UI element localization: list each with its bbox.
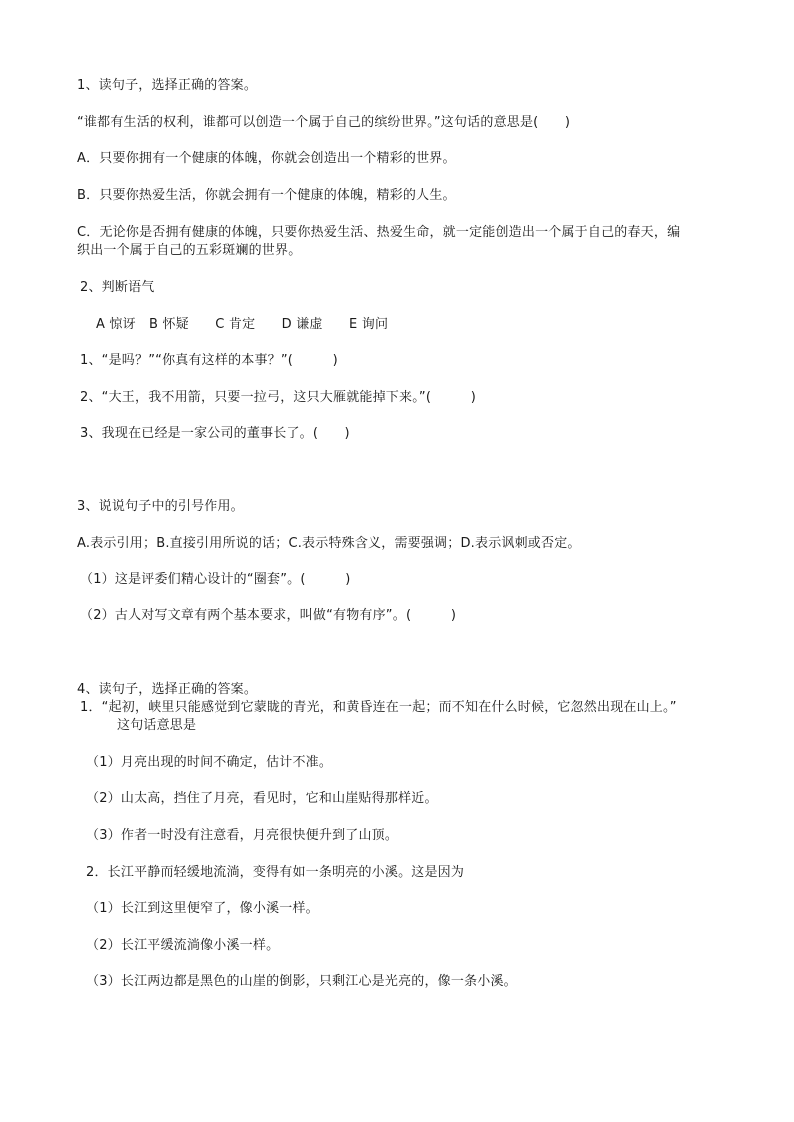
q3-item-1: （1）这是评委们精心设计的“圈套”。( ) — [80, 572, 351, 587]
q4-sub2-option-1: （1）长江到这里便窄了，像小溪一样。 — [86, 901, 319, 916]
q4-sub1-stem: 1．“起初，峡里只能感觉到它蒙眬的青光，和黄昏连在一起；而不知在什么时候，它忽然出现在山上。” — [80, 700, 677, 715]
q4-sub1-option-3: （3）作者一时没有注意看，月亮很快便升到了山顶。 — [86, 828, 399, 843]
q2-item-2: 2、“大王，我不用箭，只要一拉弓，这只大雁就能掉下来。”( ) — [80, 390, 476, 405]
q1-title: 1、读句子，选择正确的答案。 — [77, 78, 258, 93]
q4-sub1-option-2: （2）山太高，挡住了月亮，看见时，它和山崖贴得那样近。 — [86, 791, 438, 806]
q3-title: 3、说说句子中的引号作用。 — [77, 499, 244, 514]
q4-sub1-option-1: （1）月亮出现的时间不确定，估计不准。 — [86, 755, 333, 770]
q3-options: A.表示引用；B.直接引用所说的话；C.表示特殊含义，需要强调；D.表示讽刺或否定。 — [77, 536, 581, 551]
q2-title: 2、判断语气 — [80, 280, 155, 295]
q4-sub2-option-3: （3）长江两边都是黑色的山崖的倒影，只剩江心是光亮的，像一条小溪。 — [86, 974, 517, 989]
q1-option-c-line1: C．无论你是否拥有健康的体魄，只要你热爱生活、热爱生命，就一定能创造出一个属于自己的春天，编 — [77, 225, 681, 240]
q2-item-3: 3、我现在已经是一家公司的董事长了。( ) — [80, 426, 350, 441]
q1-stem: “谁都有生活的权利，谁都可以创造一个属于自己的缤纷世界。”这句话的意思是( ) — [77, 115, 571, 130]
q1-option-a: A．只要你拥有一个健康的体魄，你就会创造出一个精彩的世界。 — [77, 151, 456, 166]
q2-choices: A 惊讶 B 怀疑 C 肯定 D 谦虚 E 询问 — [96, 317, 389, 332]
q4-sub2-stem: 2．长江平静而轻缓地流淌，变得有如一条明亮的小溪。这是因为 — [86, 865, 465, 880]
q1-option-c-line2: 织出一个属于自己的五彩斑斓的世界。 — [77, 243, 302, 258]
q3-item-2: （2）古人对写文章有两个基本要求，叫做“有物有序”。( ) — [80, 608, 457, 623]
q2-item-1: 1、“是吗？”“你真有这样的本事？”( ) — [80, 353, 338, 368]
q4-sub2-option-2: （2）长江平缓流淌像小溪一样。 — [86, 938, 280, 953]
q4-title: 4、读句子，选择正确的答案。 — [77, 682, 258, 697]
q1-option-b: B．只要你热爱生活，你就会拥有一个健康的体魄，精彩的人生。 — [77, 188, 456, 203]
q4-sub1-stem-cont: 这句话意思是 — [117, 718, 197, 733]
